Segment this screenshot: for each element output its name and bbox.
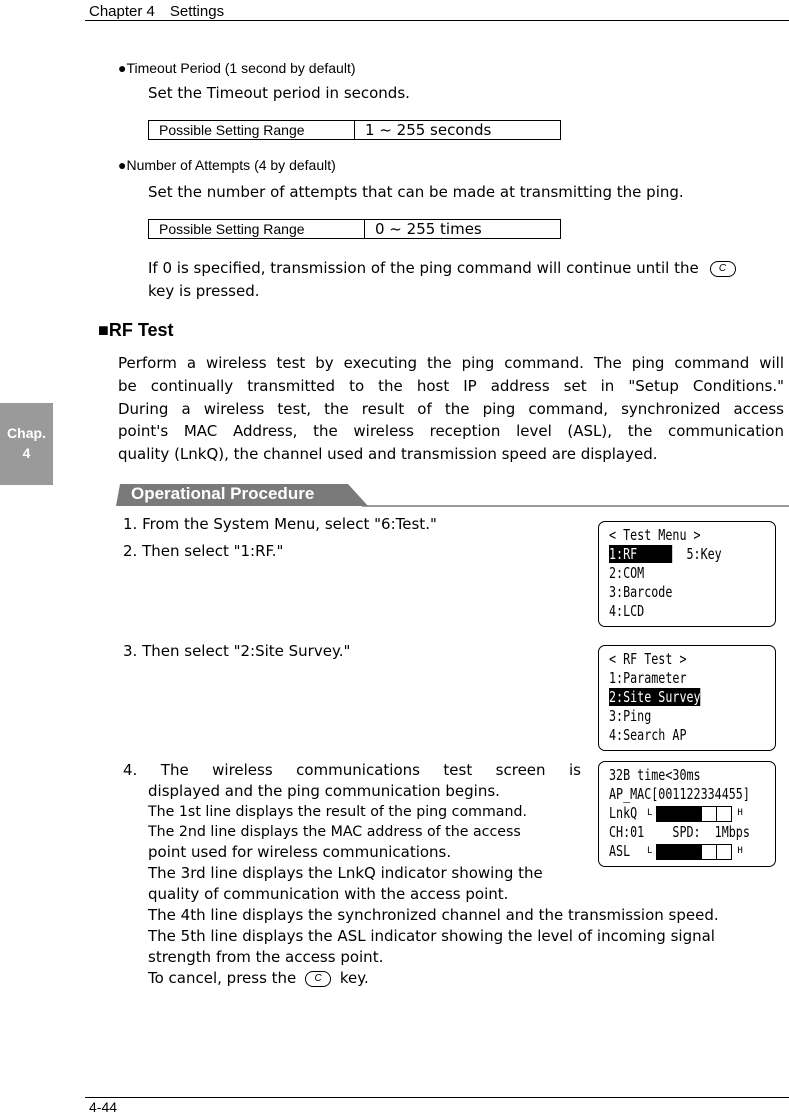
cancel-key-text: key. xyxy=(339,969,369,987)
menu-item-parameter: 1:Parameter xyxy=(609,669,687,687)
c-key-icon: C xyxy=(710,261,736,277)
attempts-note-line2: key is pressed. xyxy=(148,282,260,300)
timeout-desc: Set the Timeout period in seconds. xyxy=(148,84,410,102)
step-4-line-2: displayed and the ping communication begins. xyxy=(148,782,500,800)
rf-test-screen xyxy=(598,645,776,751)
step-4-line-6: The 3rd line displays the LnkQ indicator showing the xyxy=(148,864,543,882)
menu-item-ping: 3:Ping xyxy=(609,707,652,725)
rf-test-para-4: point's MAC Address, the wireless reception level (ASL), the communication xyxy=(118,422,784,440)
step-4-line-8: The 4th line displays the synchronized channel and the transmission speed. xyxy=(148,906,719,924)
ping-result-line: 32B time<30ms xyxy=(609,766,701,784)
menu-item-com: 2:COM xyxy=(609,564,645,582)
lnkq-bar-segment xyxy=(686,806,702,822)
asl-bar-segment xyxy=(701,844,717,860)
lnkq-label: LnkQ xyxy=(609,804,638,822)
step-3: 3. Then select "2:Site Survey." xyxy=(123,642,351,660)
lnkq-indicator xyxy=(656,804,731,823)
step-4-line-3: The 1st line displays the result of the ping command. xyxy=(148,804,527,820)
step-4-line-5: point used for wireless communications. xyxy=(148,843,452,861)
lnkq-bar-segment xyxy=(671,806,687,822)
ap-mac-line: AP_MAC[001122334455] xyxy=(609,785,750,803)
step-4-line-4: The 2nd line displays the MAC address of the access xyxy=(148,824,521,840)
attempts-heading: ●Number of Attempts (4 by default) xyxy=(118,157,336,173)
chapter-tab-number: 4 xyxy=(22,445,31,461)
timeout-range-table xyxy=(148,120,561,140)
footer-rule xyxy=(85,1097,789,1098)
page-number: 4-44 xyxy=(89,1099,118,1115)
timeout-range-label: Possible Setting Range xyxy=(149,121,355,140)
menu-item-rf: 1:RF xyxy=(609,545,673,563)
menu-item-site-survey: 2:Site Survey xyxy=(609,688,701,706)
asl-high: H xyxy=(737,846,743,856)
timeout-heading: ●Timeout Period (1 second by default) xyxy=(118,60,356,76)
rf-test-heading: ■RF Test xyxy=(98,320,174,340)
step-4-line-11 xyxy=(148,968,369,989)
test-menu-title: < Test Menu > xyxy=(609,526,701,544)
asl-line xyxy=(609,842,775,861)
asl-bar-segment xyxy=(686,844,702,860)
attempts-note-text: If 0 is specified, transmission of the ping command will continue until the xyxy=(148,259,699,277)
header-rule xyxy=(85,20,789,21)
lnkq-bar-segment xyxy=(701,806,717,822)
attempts-note-line1 xyxy=(148,258,736,279)
step-4-line-10: strength from the access point. xyxy=(148,948,384,966)
step-4-line-1: 4. The wireless communications test screen is xyxy=(123,761,581,779)
site-survey-screen xyxy=(598,761,776,867)
menu-item-lcd: 4:LCD xyxy=(609,602,645,620)
lnkq-line xyxy=(609,804,775,823)
procedure-banner-label: Operational Procedure xyxy=(131,484,315,503)
test-menu-row-1 xyxy=(609,545,738,564)
menu-item-key: 5:Key xyxy=(672,545,722,563)
attempts-range-table xyxy=(148,219,561,239)
asl-bar-segment xyxy=(671,844,687,860)
attempts-range-label: Possible Setting Range xyxy=(149,220,365,239)
asl-label: ASL xyxy=(609,842,631,860)
timeout-range-value: 1 ~ 255 seconds xyxy=(355,121,561,140)
lnkq-bar-segment xyxy=(656,806,672,822)
asl-indicator xyxy=(656,842,731,861)
rf-test-para-1: Perform a wireless test by executing the ping command. The ping command will xyxy=(118,354,784,372)
step-4-line-7: quality of communication with the access point. xyxy=(148,885,509,903)
rf-test-para-3: During a wireless test, the result of the ping command, synchronized access xyxy=(118,400,784,418)
step-1: 1. From the System Menu, select "6:Test." xyxy=(123,515,437,533)
step-2: 2. Then select "1:RF." xyxy=(123,542,284,560)
menu-item-site-survey-row xyxy=(609,688,738,707)
chapter-header: Chapter 4 Settings xyxy=(89,3,225,20)
asl-bar-segment xyxy=(656,844,672,860)
test-menu-screen xyxy=(598,521,776,627)
attempts-desc: Set the number of attempts that can be made at transmitting the ping. xyxy=(148,183,684,201)
asl-bar-segment xyxy=(716,844,732,860)
menu-item-search-ap: 4:Search AP xyxy=(609,726,687,744)
c-key-icon: C xyxy=(305,971,331,987)
chapter-tab-label: Chap. xyxy=(7,425,46,441)
rf-test-para-5: quality (LnkQ), the channel used and transmission speed are displayed. xyxy=(118,445,658,463)
lnkq-bar-segment xyxy=(716,806,732,822)
asl-low: L xyxy=(647,846,653,856)
chapter-tab xyxy=(0,403,53,485)
lnkq-low: L xyxy=(647,808,653,818)
channel-speed-line: CH:01 SPD: 1Mbps xyxy=(609,823,750,841)
rf-test-title: < RF Test > xyxy=(609,650,687,668)
attempts-range-value: 0 ~ 255 times xyxy=(365,220,561,239)
step-4-line-9: The 5th line displays the ASL indicator showing the level of incoming signal xyxy=(148,927,715,945)
menu-item-barcode: 3:Barcode xyxy=(609,583,673,601)
lnkq-high: H xyxy=(737,808,743,818)
cancel-text: To cancel, press the xyxy=(148,969,297,987)
rf-test-para-2: be continually transmitted to the host IP address set in "Setup Conditions." xyxy=(118,377,784,395)
